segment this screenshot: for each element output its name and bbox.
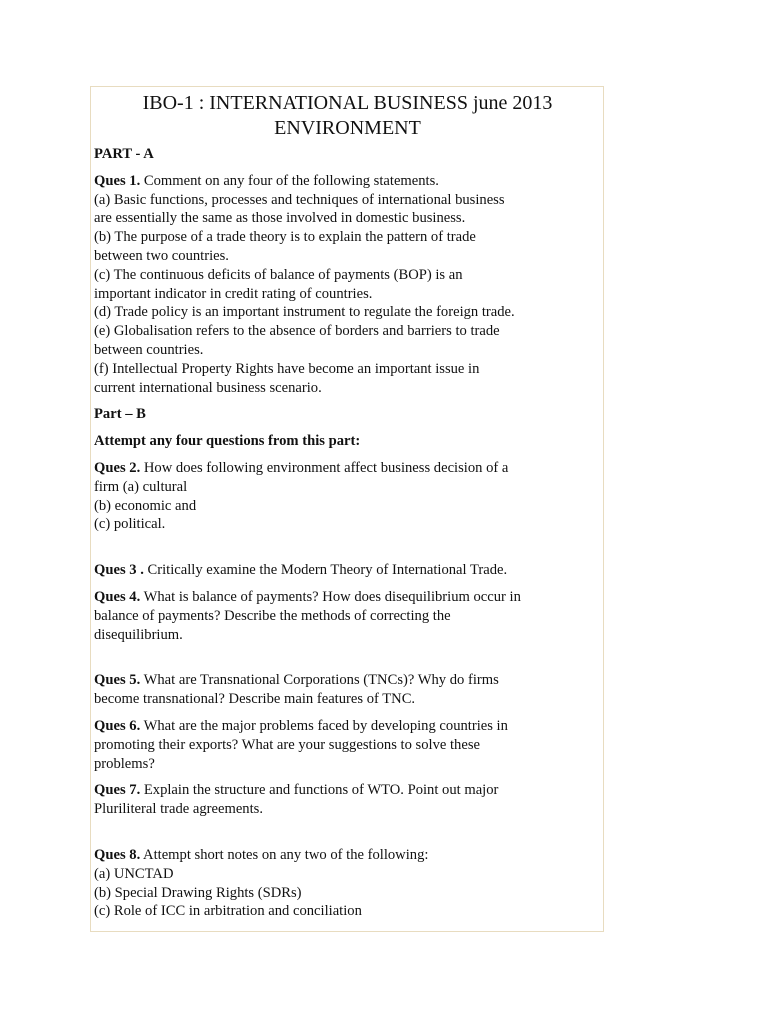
question-8-line: Attempt short notes on any two of the following: xyxy=(140,846,429,863)
question-1-line: important indicator in credit rating of countries. xyxy=(94,285,373,302)
question-7-line: Pluriliteral trade agreements. xyxy=(94,801,263,818)
question-7-label: Ques 7. xyxy=(94,782,141,799)
question-2-line: How does following environment affect business decision of a xyxy=(140,459,509,476)
question-5-line: What are Transnational Corporations (TNCs)? Why do firms xyxy=(140,672,499,689)
question-6-line: What are the major problems faced by developing countries in xyxy=(140,717,508,734)
question-5-line: become transnational? Describe main features of TNC. xyxy=(94,691,416,708)
part-b-instruction: Attempt any four questions from this part: xyxy=(94,433,361,450)
question-3-line: Critically examine the Modern Theory of International Trade. xyxy=(143,562,508,579)
question-4-label: Ques 4. xyxy=(94,588,141,605)
question-2-label: Ques 2. xyxy=(94,459,141,476)
question-5-label: Ques 5. xyxy=(94,672,141,689)
title-line-1: IBO-1 : INTERNATIONAL BUSINESS june 2013 xyxy=(142,92,553,114)
document-page xyxy=(90,86,604,932)
question-8-line: (b) Special Drawing Rights (SDRs) xyxy=(94,884,302,901)
question-1-line: (d) Trade policy is an important instrument to regulate the foreign trade. xyxy=(94,304,515,321)
question-1-label: Ques 1. xyxy=(94,172,141,189)
question-4-line: What is balance of payments? How does disequilibrium occur in xyxy=(140,588,521,605)
question-3 xyxy=(94,561,601,580)
question-3-label: Ques 3 . xyxy=(94,562,144,579)
question-6-line: problems? xyxy=(94,755,155,772)
question-1-line: (c) The continuous deficits of balance of payments (BOP) is an xyxy=(94,266,463,283)
question-8-line: (c) Role of ICC in arbitration and conciliation xyxy=(94,903,362,920)
question-4-line: disequilibrium. xyxy=(94,626,183,643)
question-2-line: firm (a) cultural xyxy=(94,478,188,495)
part-a-heading: PART - A xyxy=(94,146,154,162)
document-title xyxy=(94,91,601,141)
question-1-line: between two countries. xyxy=(94,247,229,264)
question-1-line: between countries. xyxy=(94,341,204,358)
question-1-line: (f) Intellectual Property Rights have become an important issue in xyxy=(94,360,480,377)
part-b-heading: Part – B xyxy=(94,406,146,423)
question-1-line: are essentially the same as those involved in domestic business. xyxy=(94,210,466,227)
question-5 xyxy=(94,671,601,709)
question-2-line: (b) economic and xyxy=(94,497,197,514)
question-6 xyxy=(94,717,601,773)
question-1-line: (e) Globalisation refers to the absence of borders and barriers to trade xyxy=(94,323,500,340)
title-line-2: ENVIRONMENT xyxy=(274,117,421,139)
question-2 xyxy=(94,459,601,534)
question-8 xyxy=(94,846,601,921)
question-4-line: balance of payments? Describe the methods of correcting the xyxy=(94,607,451,624)
question-1-line: current international business scenario. xyxy=(94,379,322,396)
question-2-line: (c) political. xyxy=(94,516,166,533)
question-1-line: (a) Basic functions, processes and techniques of international business xyxy=(94,191,505,208)
question-8-label: Ques 8. xyxy=(94,846,141,863)
question-1 xyxy=(94,172,601,398)
question-7-line: Explain the structure and functions of WTO. Point out major xyxy=(140,782,499,799)
question-6-label: Ques 6. xyxy=(94,717,141,734)
question-1-text: Comment on any four of the following statements. xyxy=(140,172,439,189)
question-1-line: (b) The purpose of a trade theory is to explain the pattern of trade xyxy=(94,229,476,246)
question-4 xyxy=(94,588,601,644)
question-7 xyxy=(94,781,601,819)
question-8-line: (a) UNCTAD xyxy=(94,865,174,882)
question-6-line: promoting their exports? What are your suggestions to solve these xyxy=(94,736,480,753)
